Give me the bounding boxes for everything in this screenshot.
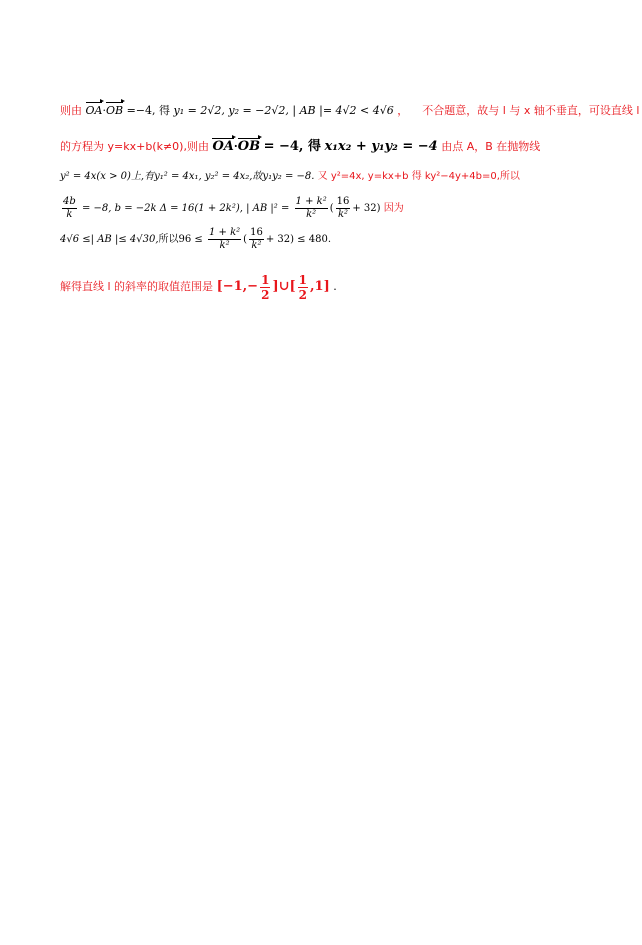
frac-denominator: 2 (261, 287, 270, 302)
line4-because: 因为 (383, 203, 404, 214)
range-part-c: ,1] (310, 279, 330, 294)
frac-denominator: 2 (298, 287, 307, 302)
line3-text1: 又 (317, 171, 328, 182)
solution-line-6 (60, 270, 337, 304)
vector-oa-2: OA (212, 139, 234, 154)
fraction-4b-over-k (62, 196, 77, 221)
line3-text2: 得 (411, 171, 422, 182)
fraction-1pk2-over-k2 (295, 196, 328, 221)
frac-denominator: k² (337, 209, 349, 220)
fraction-16-over-k2-b (249, 227, 264, 252)
line2-text1: 的方程为 (60, 140, 104, 153)
dot-operator-2: · (233, 140, 238, 153)
line2-line-equation: y=kx+b(k≠0) (107, 140, 184, 153)
line3-math: y² = 4x(x > 0)上,有y₁² = 4x₁, y₂² = 4x₂,故y₁y₂ = −8. (60, 171, 315, 182)
frac-numerator: 1 (261, 272, 270, 287)
frac-numerator: 1 + k² (295, 196, 327, 207)
line2-eq2: = −4, 得 (263, 139, 321, 154)
line5-left: 4√6 ≤| AB |≤ 4√30, (60, 234, 159, 245)
line3-quadratic: ky²−4y+4b=0, (424, 171, 500, 182)
line1-comma: ， (397, 104, 409, 117)
line5-mid: 96 ≤ (178, 234, 203, 245)
line3-text3: 所以 (499, 171, 520, 182)
frac-denominator: k² (251, 240, 262, 251)
range-part-b: ]∪[ (272, 279, 296, 294)
frac-numerator: 16 (250, 227, 263, 238)
range-part-a: [−1,− (216, 279, 259, 294)
fraction-one-half-b (298, 273, 308, 302)
line6-period: . (333, 280, 337, 293)
line6-text: 解得直线 l 的斜率的取值范围是 (60, 280, 214, 293)
solution-line-5 (60, 225, 331, 255)
line1-remark: 不合题意，故与 l 与 x 轴不垂直，可设直线 l (422, 104, 640, 117)
frac-denominator: k² (219, 240, 230, 251)
vector-oa: OA (85, 104, 103, 117)
fraction-one-half-a (260, 273, 270, 302)
solution-line-3 (60, 170, 520, 184)
frac-numerator: 1 + k² (209, 227, 241, 238)
line2-text2: ,则由 (183, 140, 209, 153)
line3-system: y²=4x, y=kx+b (330, 171, 409, 182)
fraction-1pk2-over-k2-b (208, 227, 241, 252)
frac-numerator: 4b (63, 196, 76, 207)
solution-line-4 (60, 194, 404, 224)
dot-operator: · (102, 104, 106, 117)
line4-mid: = −8, b = −2k Δ = 16(1 + 2k²), | AB |² = (81, 203, 290, 214)
frac-numerator: 16 (336, 196, 350, 207)
fraction-16-over-k2 (336, 196, 351, 221)
frac-denominator: k (66, 209, 73, 220)
vector-ob-2: OB (237, 139, 261, 154)
line1-de: 得 (159, 104, 171, 117)
line1-prefix: 则由 (60, 104, 82, 117)
solution-line-2 (60, 140, 540, 154)
line1-eq1: =−4, (126, 104, 156, 117)
frac-numerator: 1 (298, 272, 307, 287)
line2-eq3: x₁x₂ + y₁y₂ = −4 (324, 139, 438, 154)
line4-tail: + 32) (352, 203, 381, 214)
paren-open: ( (243, 234, 248, 245)
solution-line-1 (60, 104, 639, 118)
line1-y-values: y₁ = 2√2, y₂ = −2√2, | AB |= 4√2 < 4√6 (173, 104, 394, 117)
line2-text3: 由点 A，B 在抛物线 (441, 140, 541, 153)
line5-suoyi: 所以 (158, 234, 179, 245)
vector-ob: OB (105, 104, 124, 117)
paren-open: ( (329, 203, 334, 214)
frac-denominator: k² (306, 209, 317, 220)
line5-tail: + 32) ≤ 480. (265, 234, 331, 245)
